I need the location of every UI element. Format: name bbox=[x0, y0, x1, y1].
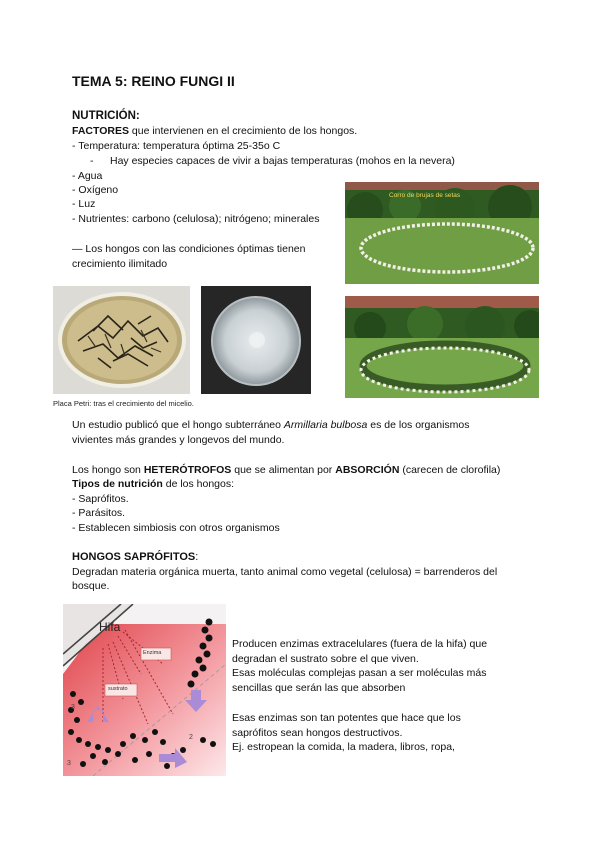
fairy-ring-label: Corro de brujas de setas bbox=[389, 192, 461, 199]
absorcion-bold: ABSORCIÓN bbox=[335, 464, 400, 476]
diagram-number-3a: 3 bbox=[71, 704, 75, 711]
heterotrofos-line bbox=[72, 464, 500, 478]
factores-rest: que intervienen en el crecimiento de los hongos. bbox=[128, 125, 358, 137]
heterotrofos-post: (carecen de clorofila) bbox=[399, 464, 501, 476]
enzimas-paragraph-1 bbox=[232, 637, 487, 695]
heterotrofos-bold: HETERÓTROFOS bbox=[143, 464, 232, 476]
optimas-line-2: crecimiento ilimitado bbox=[72, 258, 168, 270]
factores-bold: FACTORES bbox=[72, 125, 129, 137]
enzimas-p1-line-3: Esas moléculas complejas pasan a ser moléculas más bbox=[232, 667, 487, 679]
estudio-pre: Un estudio publicó que el hongo subterráneo bbox=[72, 419, 284, 431]
optimas-line-1: — Los hongos con las condiciones óptimas tienen bbox=[72, 243, 306, 255]
diagram-number-3b: 3 bbox=[67, 760, 71, 767]
estudio-post: es de los organismos bbox=[367, 419, 470, 431]
diagram-label-hifa: Hifa bbox=[99, 620, 121, 634]
section-heading-nutricion: NUTRICIÓN: bbox=[72, 110, 140, 122]
list-item-nutrientes: - Nutrientes: carbono (celulosa); nitrógeno; minerales bbox=[72, 213, 320, 225]
list-item-oxigeno: - Oxígeno bbox=[72, 184, 119, 196]
tipos-line bbox=[72, 478, 234, 492]
petri-dish-photo-1 bbox=[53, 286, 190, 394]
list-item-simbiosis: - Establecen simbiosis con otros organismos bbox=[72, 522, 280, 534]
tipos-bold: Tipos de nutrición bbox=[72, 478, 163, 490]
enzimas-p2-line-1: Esas enzimas son tan potentes que hace que los bbox=[232, 712, 461, 724]
sub-dash: - bbox=[90, 155, 94, 167]
list-subitem-bajas-temperaturas: Hay especies capaces de vivir a bajas temperaturas (mohos en la nevera) bbox=[110, 155, 455, 167]
page-title: TEMA 5: REINO FUNGI II bbox=[72, 73, 235, 89]
list-item-temperatura: - Temperatura: temperatura óptima 25-35o C bbox=[72, 140, 281, 152]
estudio-species: Armillaria bulbosa bbox=[283, 419, 368, 431]
enzimas-p2-line-2: saprófitos sean hongos destructivos. bbox=[232, 726, 403, 739]
list-item-saprofitos: - Saprófitos. bbox=[72, 493, 129, 505]
list-item-parasitos: - Parásitos. bbox=[72, 507, 126, 519]
fairy-ring-photo-1 bbox=[345, 182, 539, 284]
factores-line bbox=[72, 125, 357, 139]
section-heading-saprofitos bbox=[72, 551, 198, 563]
enzimas-p2-line-3: Ej. estropean la comida, la madera, libros, ropa, bbox=[232, 741, 455, 753]
tipos-rest: de los hongos: bbox=[162, 478, 235, 490]
saprofitos-heading-colon: : bbox=[195, 551, 199, 563]
heterotrofos-mid: que se alimentan por bbox=[231, 464, 336, 476]
enzimas-p1-line-4: sencillas que serán las que absorben bbox=[232, 681, 406, 694]
enzimas-paragraph-2 bbox=[232, 711, 461, 755]
list-item-luz: - Luz bbox=[72, 198, 96, 210]
estudio-line-2: vivientes más grandes y longevos del mundo. bbox=[72, 434, 285, 446]
diagram-label-enzima: Enzima bbox=[143, 650, 162, 656]
diagram-number-2: 2 bbox=[189, 734, 193, 741]
petri-caption: Placa Petri: tras el crecimiento del micelio. bbox=[53, 399, 194, 408]
saprofitos-desc-2: bosque. bbox=[72, 580, 110, 592]
saprofitos-desc-1: Degradan materia orgánica muerta, tanto animal como vegetal (celulosa) = barrenderos del bbox=[72, 566, 498, 578]
enzimas-p1-line-2: degradan el sustrato sobre el que viven. bbox=[232, 652, 419, 665]
estudio-line-1 bbox=[72, 419, 470, 433]
enzyme-diagram bbox=[63, 604, 226, 776]
diagram-label-sustrato: sustrato bbox=[108, 686, 128, 692]
petri-dish-photo-2 bbox=[201, 286, 311, 394]
list-item-agua: - Agua bbox=[72, 170, 103, 182]
enzimas-p1-line-1: Producen enzimas extracelulares (fuera de la hifa) que bbox=[232, 638, 488, 650]
heterotrofos-pre: Los hongo son bbox=[72, 464, 144, 476]
saprofitos-heading-text: HONGOS SAPRÓFITOS bbox=[72, 551, 196, 563]
fairy-ring-photo-2 bbox=[345, 296, 539, 398]
